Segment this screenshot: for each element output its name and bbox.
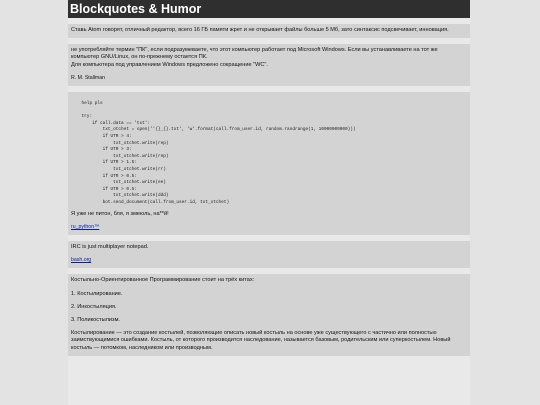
blockquote-3	[68, 92, 470, 235]
quote-text: Костыльно-Ориентированное Программирование стоит на трёх китах:	[71, 277, 255, 284]
code-block: help pls try: if call.data == 'txt': txt_otchet = open(''{}_{}.txt', 'w'.format(call.from_user.id, random.randrange(1, 10000000000))) if UTR > 4: txt_otchet.write(rep) if UTR > 3: txt_otchet.write(rep) if UTR > 1.5: txt_otchet.write(rr) if UTR > 0.5: txt_otchet.write(ee) if UTR > 0.5: txt_otchet.write(ddd) bot.send_document(call.from_user.id, txt_otchet)	[81, 101, 356, 205]
blockquote-2	[68, 44, 470, 86]
blockquote-5	[68, 274, 470, 355]
quote-text: IRC is just multiplayer notepad.	[71, 243, 149, 250]
quote-text: Я уже не питон, бля, я змеюль, на**й!	[71, 210, 169, 217]
quote-text: не употребляйте термин "ПК", если подразумеваете, что этот компьютер работает под Microsoft Windows. Если вы устанавливаете на тот же компьютер GNU/Linux, он по-прежнему остается ПК.	[71, 47, 438, 61]
page	[68, 0, 470, 405]
source-link[interactable]: bash.org	[71, 257, 92, 264]
quote-text: 3. Поликостылизм.	[71, 316, 120, 323]
page-title: Blockquotes & Humor	[68, 0, 470, 18]
blockquote-1	[68, 24, 470, 38]
quote-text: Костылирование — это создание костылей, позволяющие описать новый костыль на основе уже существующего с частично или полностью заимствующимися ошибками. Костыль, от которого производится наследование, называется базовым, родительским или суперкостылем. Новый костыль — потомком, наследником или производным.	[71, 330, 451, 351]
blockquote-4	[68, 241, 470, 268]
quote-text: Ставь Atom говорят, отличный редактор, всего 16 ГБ памяти жрет и не открывает файлы больше 5 Мб, зато синтаксис подсвечивает, инновация.	[71, 27, 449, 33]
quote-text: 1. Костылирование.	[71, 290, 123, 297]
quote-text: Для компьютера под управлением Windows предложено сокращение "WC".	[71, 61, 268, 68]
quote-author: R. M. Stallman	[71, 74, 106, 81]
quote-text: 2. Инкостыляция.	[71, 303, 117, 310]
source-link[interactable]: ru_python™	[71, 223, 100, 230]
